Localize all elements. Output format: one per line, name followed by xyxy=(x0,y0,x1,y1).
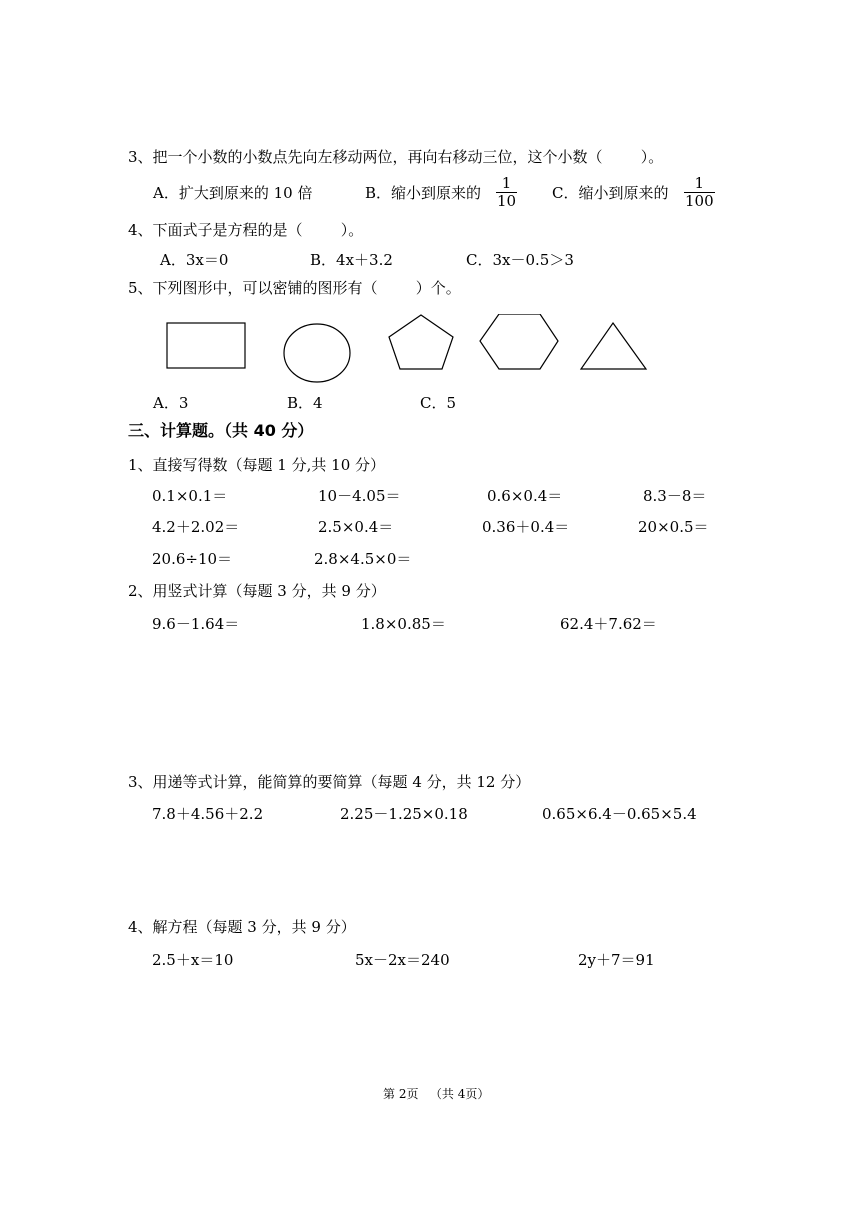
circle-shape xyxy=(284,324,350,382)
q3-option-b: B．缩小到原来的 xyxy=(365,184,482,202)
fraction-denominator: 10 xyxy=(497,192,517,210)
part4-item: 2.5＋x＝10 xyxy=(152,951,234,969)
part2-title: 2、用竖式计算（每题 3 分，共 9 分） xyxy=(128,582,386,600)
q5-option-b: B．4 xyxy=(287,394,323,412)
part3-item: 2.25－1.25×0.18 xyxy=(340,805,468,823)
section-3-heading: 三、计算题。（共 40 分） xyxy=(128,421,314,440)
rectangle-shape xyxy=(167,323,245,368)
q4-stem: 4、下面式子是方程的是（ ）。 xyxy=(128,221,364,239)
fraction-denominator: 100 xyxy=(685,192,714,210)
fraction-numerator: 1 xyxy=(694,174,705,192)
q5-stem: 5、下列图形中，可以密铺的图形有（ ）个。 xyxy=(128,279,461,297)
part1-title: 1、直接写得数（每题 1 分,共 10 分） xyxy=(128,456,386,474)
part2-item: 62.4＋7.62＝ xyxy=(560,615,657,633)
part1-item: 20×0.5＝ xyxy=(638,518,709,536)
part4-item: 5x－2x＝240 xyxy=(355,951,450,969)
fraction-numerator: 1 xyxy=(501,174,512,192)
part1-item: 8.3－8＝ xyxy=(643,487,707,505)
part1-item: 2.5×0.4＝ xyxy=(318,518,394,536)
part3-item: 7.8＋4.56＋2.2 xyxy=(152,805,264,823)
q5-option-a: A．3 xyxy=(153,394,189,412)
triangle-shape xyxy=(581,323,646,369)
part2-item: 1.8×0.85＝ xyxy=(361,615,446,633)
q3-option-b-fraction xyxy=(496,175,517,210)
part1-item: 20.6÷10＝ xyxy=(152,550,233,568)
q3-option-c-fraction xyxy=(684,175,715,210)
q3-option-c: C．缩小到原来的 xyxy=(552,184,669,202)
part1-item: 10－4.05＝ xyxy=(318,487,401,505)
q5-option-c: C．5 xyxy=(420,394,457,412)
q4-option-c: C．3x－0.5＞3 xyxy=(466,251,574,269)
part2-item: 9.6－1.64＝ xyxy=(152,615,240,633)
q4-option-a: A．3x＝0 xyxy=(160,251,229,269)
part4-title: 4、解方程（每题 3 分，共 9 分） xyxy=(128,918,356,936)
q3-stem: 3、把一个小数的小数点先向左移动两位，再向右移动三位，这个小数（ ）。 xyxy=(128,148,664,166)
part4-item: 2y＋7＝91 xyxy=(578,951,655,969)
part3-item: 0.65×6.4－0.65×5.4 xyxy=(542,805,697,823)
part1-item: 4.2＋2.02＝ xyxy=(152,518,240,536)
part1-item: 0.1×0.1＝ xyxy=(152,487,228,505)
q5-shapes xyxy=(160,314,660,384)
hexagon-shape xyxy=(480,314,558,369)
part1-item: 0.36＋0.4＝ xyxy=(482,518,570,536)
q3-option-a: A．扩大到原来的 10 倍 xyxy=(153,184,313,202)
q4-option-b: B．4x＋3.2 xyxy=(310,251,393,269)
part1-item: 0.6×0.4＝ xyxy=(487,487,563,505)
part1-item: 2.8×4.5×0＝ xyxy=(314,550,412,568)
page-footer: 第 2页 （共 4页） xyxy=(383,1087,490,1101)
part3-title: 3、用递等式计算，能简算的要简算（每题 4 分，共 12 分） xyxy=(128,773,531,791)
pentagon-shape xyxy=(389,315,453,369)
